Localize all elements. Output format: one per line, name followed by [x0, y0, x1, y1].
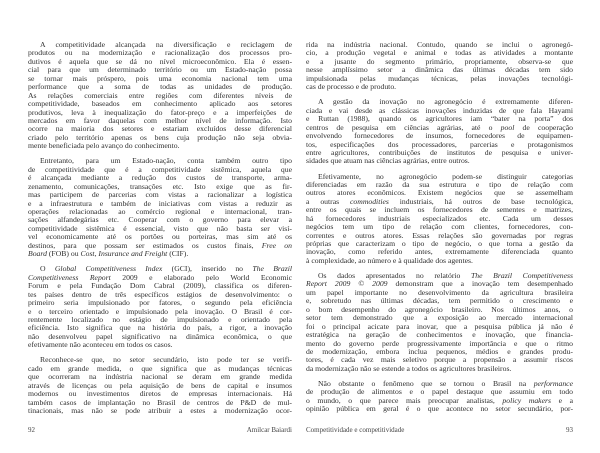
- text-segment: Os dados apresentados no relatório: [318, 271, 472, 280]
- left-page-body: [28, 41, 292, 422]
- text-line: é alcançada mediante a redução dos custos de transporte, arma-: [28, 173, 292, 183]
- text-line: e a jusante do segmento primário, propriamente, observa-se que: [306, 56, 573, 66]
- text-line: sidades que atuam nas ciências agrárias, entre outros.: [306, 156, 470, 166]
- text-line: setor tem demonstrado que a exposição ao mercado internacional: [306, 313, 573, 323]
- text-segment: 2009 e elaborado pelo World Economic: [110, 272, 292, 282]
- paragraph: [28, 157, 292, 258]
- text-segment: industriais, há outros de base tecnológica,: [388, 196, 573, 206]
- paragraph: [306, 380, 573, 414]
- text-line: cio, a produção vegetal e animal e todas as atividades a montante: [306, 48, 573, 58]
- text-line: entre agricultores, contribuições de institutos de pesquisa e univer-: [306, 147, 573, 157]
- text-line: que ocorreram na indústria nacional se deram em grande medida: [28, 372, 292, 382]
- text-segment: a outras: [306, 196, 351, 206]
- text-line: dutivos é aquela que se dá no nível microeconômico. Ela é essen-: [28, 56, 292, 66]
- italic-text: Free on: [261, 240, 292, 250]
- paragraph: [28, 265, 292, 349]
- running-head-title: Competitividade e competitividade: [306, 426, 405, 434]
- italic-text: Competitiveness Report: [28, 272, 111, 282]
- text-line: zenamento, comunicações, transações etc. Isto exige que as fir-: [28, 181, 292, 191]
- italic-text: The Brazil Competitiveness: [471, 271, 573, 280]
- text-line: através de licenças ou pela aquisição de bens de capital e insumos: [28, 380, 292, 390]
- running-head-author: Amilcar Baiardi: [246, 426, 292, 434]
- text-line: cado em grande medida, o que significa que as mudanças técnicas: [28, 363, 292, 373]
- text-line: produtos ou na modernização e racionalização dos processos pro-: [28, 48, 292, 58]
- text-line: competitividade, baseados em conhecimento aplicado aos setores: [28, 99, 292, 109]
- text-segment: de cooperação: [514, 122, 573, 132]
- paragraph: [306, 272, 573, 373]
- text-line: cial para que um determinado território ou um Estado-nação possa: [28, 65, 292, 75]
- text-line: opinião pública em geral é o que acontece no setor secundário, por-: [306, 404, 573, 414]
- paragraph: [306, 98, 573, 166]
- text-line: Forum e pela Fundação Dom Cabral (2009), classifica os diferen-: [28, 281, 292, 291]
- text-line: e o terceiro orientado e impulsionado pela inovação. O Brasil é cor-: [28, 306, 292, 316]
- text-line: mento do governo perde progressivamente importância e que o ritmo: [306, 338, 573, 348]
- text-line: nesse amplíssimo setor a dinâmica das últimas décadas tem sido: [306, 65, 573, 75]
- paragraph: [306, 41, 573, 92]
- text-line: próprias que caracterizam o tipo de negócio, o que torna a gestão da: [306, 239, 573, 248]
- text-line: também casos de implantação no Brasil de centros de P&D de mul-: [28, 397, 292, 407]
- text-segment: O: [40, 264, 55, 274]
- italic-text: Cost, Insurance and Freight: [80, 249, 168, 259]
- text-segment: destinos, para que possam ser estimados os custos finais,: [28, 240, 262, 250]
- text-line: se tornar mais próspero, pois uma economia nacional tem uma: [28, 73, 292, 83]
- text-line: As relações comerciais entre regiões com diferentes níveis de: [28, 90, 292, 100]
- text-line: ciada e vai desde as clássicas inovações induzidas de que fala Hayami: [306, 105, 573, 115]
- text-line: sações alfandegárias etc. Cooperar com o governo para elevar a: [28, 215, 292, 225]
- text-line: de modernização, embora inclua pequenos, médios e grandes produ-: [306, 346, 573, 356]
- text-line: mente beneficiada pelo avanço do conhecimento.: [28, 141, 180, 151]
- text-line: e, sobretudo nas últimas décadas, tem permitido o crescimento e: [306, 296, 573, 306]
- page-number: 92: [28, 426, 35, 434]
- italic-text: commodities: [350, 196, 389, 206]
- paragraph: [306, 173, 573, 266]
- text-line: cas de processo e de produto.: [306, 82, 397, 92]
- text-segment: (GCI), inserido no: [162, 264, 253, 274]
- text-line: [28, 250, 292, 258]
- text-line: negócios tem um tipo de relação com clientes, fornecedores, con-: [306, 222, 573, 232]
- right-page-footer: [306, 426, 573, 434]
- text-line: eficiência. Isto significa que na história do país, a rigor, a inovação: [28, 323, 292, 333]
- text-line: de produção de alimentos e o papel destaque que assumiu em todo: [306, 387, 573, 397]
- text-line: A gestão da inovação no agronegócio é extremamente diferen-: [318, 97, 573, 107]
- text-line: rida na indústria nacional. Contudo, quando se inclui o agronegó-: [306, 40, 573, 49]
- text-line: operações relacionadas ao comércio regional e internacional, tran-: [28, 207, 292, 216]
- text-line: inovação, como referido antes, extremamente diferenciada quanto: [306, 247, 573, 257]
- text-line: tores, é cada vez mais seletivo porque a propensão a assumir riscos: [306, 355, 573, 365]
- page-number: 93: [566, 426, 573, 434]
- text-line: estratégica na geração de conhecimentos e inovação, que financia-: [306, 330, 573, 340]
- text-segment: e a: [551, 395, 573, 405]
- text-line: à complexidade, ao número e à qualidade dos agentes.: [306, 255, 473, 265]
- text-line: e a infraestrutura e também de iniciativas com vistas a reduzir as: [28, 198, 292, 208]
- text-line: foi o principal acicate para inovar, que a pesquisa pública já não é: [306, 321, 573, 331]
- text-line: envolvendo fornecedores de insumos, fornecedores de equipamen-: [306, 131, 573, 141]
- text-line: performance que a soma de todas as unidades de produção.: [28, 82, 292, 92]
- text-line: rentemente localizado no estágio de impulsionado e orientado pela: [28, 314, 292, 324]
- text-line: correntes e outros atores. Essas relações são governadas por regras: [306, 230, 573, 240]
- text-line: ocorre na maioria dos setores e estariam excluídos desse diferencial: [28, 124, 292, 134]
- text-line: o bom desempenho do agronegócio brasileiro. Nos últimos anos, o: [306, 304, 573, 314]
- text-segment: centros de pesquisa em ciências agrárias, até o: [306, 122, 501, 132]
- text-line: A competitividade alcançada na diversificação e reciclagem de: [40, 40, 292, 49]
- text-line: primeiro seria impulsionado por fatores, o segundo pela eficiência: [28, 298, 292, 308]
- left-page-footer: [28, 426, 292, 434]
- text-line: entre os quais se incluem os fornecedores de sementes e matrizes,: [306, 205, 573, 215]
- text-line: tos, especificações dos processadores, parcerias e protagonismos: [306, 139, 573, 149]
- text-segment: o mundo, o que parece mais preocupar analistas,: [306, 395, 503, 405]
- text-line: da modernização não se estende a todos os agricultores brasileiros.: [306, 363, 512, 373]
- text-line: outros atores econômicos. Existem negócios que se assemelham: [306, 188, 573, 198]
- italic-text: The Brazil: [252, 264, 292, 274]
- italic-text: Report 2009 © 2009: [306, 279, 388, 289]
- text-line: modernos ou investimentos diretos de empresas internacionais. Há: [28, 389, 292, 399]
- text-line: Reconhece-se que, no setor secundário, isto pode ter se verifi-: [40, 355, 292, 365]
- text-line: mercados em favor daquelas com melhor nível de informação. Isto: [28, 115, 292, 125]
- text-segment: Não obstante o fenômeno que se tornou o Brasil na: [318, 378, 534, 388]
- text-line: tinacionais, mas não se pode atribuir a estes a modernização ocor-: [28, 406, 292, 415]
- right-page-body: [306, 41, 573, 420]
- text-line: mas participem de parcerias com vistas a racionalizar a logística: [28, 190, 292, 200]
- paragraph: [28, 356, 292, 415]
- text-segment: demonstram que a inovação tem desempenhado: [387, 279, 573, 289]
- text-line: criado pelo território apenas os bens cuja produção não seja obvia-: [28, 132, 292, 142]
- text-line: Efetivamente, no agronegócio podem-se distinguir categorias: [318, 171, 573, 181]
- text-line: produtivos, leva à inequalização do fator-preço e a imperfeições de: [28, 107, 292, 117]
- text-line: e Ruttan (1988), quando os agricultores iam “bater na porta” dos: [306, 114, 573, 124]
- text-line: tes países dentro de três específicos estágios de desenvolvimento: o: [28, 289, 292, 299]
- italic-text: Board: [28, 249, 47, 259]
- text-line: vel economicamente até os portões ou porteiras, mas sim até os: [28, 232, 292, 242]
- italic-text: Global Competitiveness Index: [54, 264, 163, 274]
- text-segment: (CIF).: [167, 249, 189, 259]
- italic-text: pool: [500, 122, 515, 132]
- text-line: há fornecedores industriais especializados etc. Cada um desses: [306, 213, 573, 223]
- text-line: competitividade sistêmica é essencial, visto que não basta ser visí-: [28, 223, 292, 233]
- text-line: não desenvolveu papel significativo na dinâmica econômica, o que: [28, 331, 292, 341]
- text-segment: (FOB) ou: [46, 249, 81, 259]
- italic-text: policy makers: [502, 395, 551, 405]
- italic-text: performance: [533, 378, 573, 388]
- text-line: de competitividade que é a competitividade sistêmica, aquela que: [28, 164, 292, 174]
- text-line: diferenciadas em razão da sua estrutura e tipo de relação com: [306, 179, 573, 189]
- paragraph: [28, 41, 292, 151]
- text-line: Entretanto, para um Estado-nação, conta também outro tipo: [40, 156, 292, 166]
- text-line: impulsionada pelas mudanças técnicas, pelas inovações tecnológi-: [306, 73, 573, 83]
- text-line: efetivamente não aconteceu em todos os casos.: [28, 340, 173, 350]
- text-line: um papel importante no desenvolvimento da agricultura brasileira: [306, 287, 573, 297]
